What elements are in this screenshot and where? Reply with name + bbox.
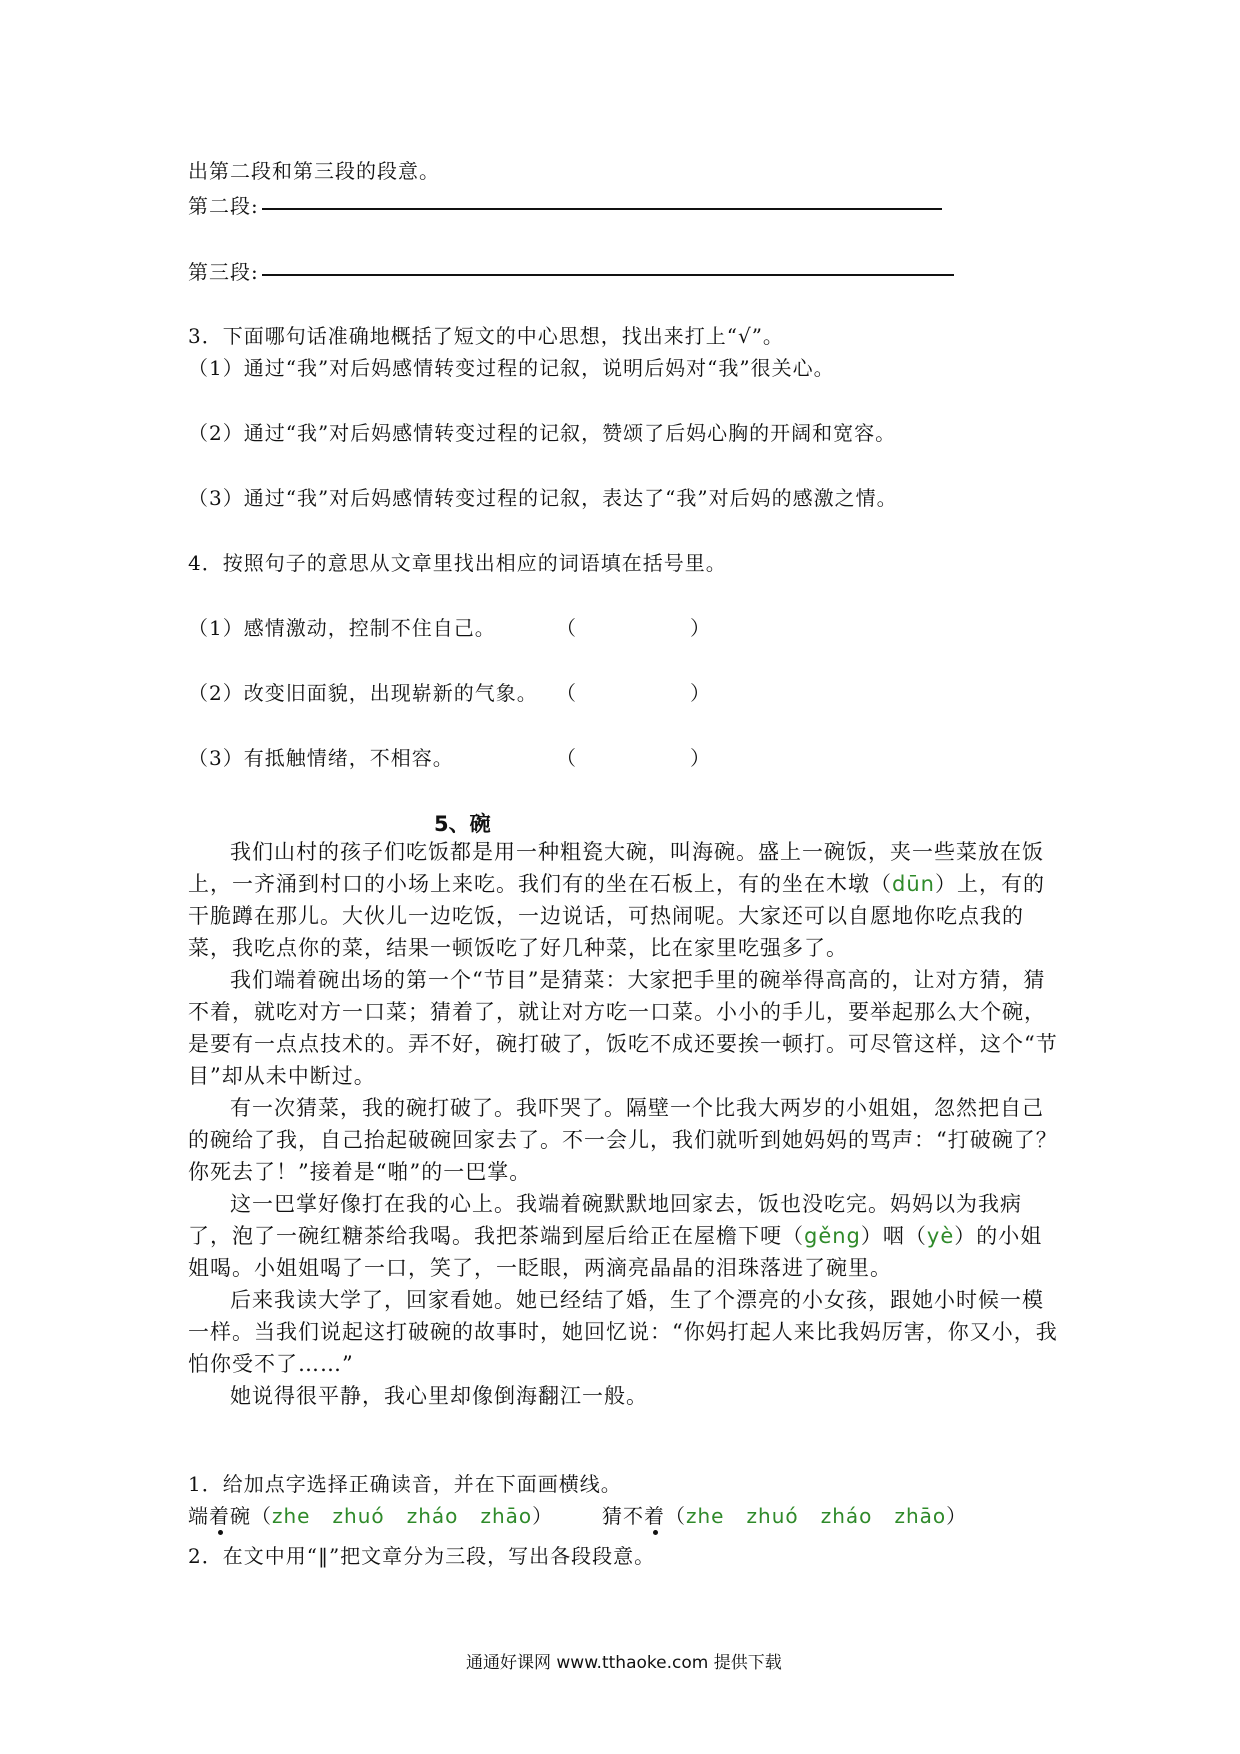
story-body [188,836,1060,1412]
intro-text: 出第二段和第三段的段意。 [188,159,440,183]
q4-item-2-close: ） [690,681,711,705]
q4-item-2-open: （ [556,681,577,705]
q4-item-1-blank[interactable] [590,610,690,638]
section3-answer-line[interactable] [262,274,954,276]
pinyin-geng: gěng [804,1224,861,1248]
pinyin-dun: dūn [892,872,935,896]
q3-stem: 3．下面哪句话准确地概括了短文的中心思想，找出来打上“√”。 [188,324,784,348]
dotted-char: 着 [644,1500,665,1529]
q3-option-1[interactable]: （1）通过“我”对后妈感情转变过程的记叙，说明后妈对“我”很关心。 [188,356,835,380]
pinyin-options-1[interactable]: zhe zhuó zháo zhāo [272,1504,533,1528]
story-paragraph-3: 有一次猜菜，我的碗打破了。我吓哭了。隔壁一个比我大两岁的小姐姐，忽然把自己的碗给了我，自己抬起破碗回家去了。不一会儿，我们就听到她妈妈的骂声：“打破碗了？你死去了！”接着是“啪”的一巴掌。 [188,1096,1058,1184]
section3-label: 第三段: [188,260,259,284]
q1-stem: 1．给加点字选择正确读音，并在下面画横线。 [188,1472,622,1496]
q3-option-2[interactable]: （2）通过“我”对后妈感情转变过程的记叙，赞颂了后妈心胸的开阔和宽容。 [188,421,897,445]
q4-item-3: （3）有抵触情绪，不相容。 [188,746,454,770]
pinyin-options-2[interactable]: zhe zhuó zháo zhāo [686,1504,947,1528]
story-paragraph-1: 我们山村的孩子们吃饭都是用一种粗瓷大碗，叫海碗。盛上一碗饭，夹一些菜放在饭上，一齐涌到村口的小场上来吃。我们有的坐在石板上，有的坐在木墩（dūn）上，有的干脆蹲在那儿。大伙儿一边吃饭，一边说话，可热闹呢。大家还可以自愿地你吃点我的菜，我吃点你的菜，结果一顿饭吃了好几种菜，比在家里吃强多了。 [188,840,1045,960]
story-paragraph-6: 她说得很平静，我心里却像倒海翻江一般。 [230,1384,648,1408]
page-footer: 通通好课网 www.tthaoke.com 提供下载 [466,1653,782,1673]
q2-stem: 2．在文中用“‖”把文章分为三段，写出各段段意。 [188,1544,656,1568]
story-paragraph-4: 这一巴掌好像打在我的心上。我端着碗默默地回家去，饭也没吃完。妈妈以为我病了，泡了一碗红糖茶给我喝。我把茶端到屋后给正在屋檐下哽（gěng）咽（yè）的小姐姐喝。小姐姐喝了一口，笑了，一眨眼，两滴亮晶晶的泪珠落进了碗里。 [188,1192,1043,1280]
q4-item-3-open: （ [556,746,577,770]
q4-item-2-blank[interactable] [590,675,690,703]
q1-word-2: 猜不着（zhe zhuó zháo zhāo） [602,1500,967,1529]
story-paragraph-5: 后来我读大学了，回家看她。她已经结了婚，生了个漂亮的小女孩，跟她小时候一模一样。当我们说起这打破碗的故事时，她回忆说：“你妈打起人来比我妈厉害，你又小，我怕你受不了……” [188,1288,1058,1376]
q4-item-2: （2）改变旧面貌，出现崭新的气象。 [188,681,538,705]
q4-item-1-open: （ [556,616,577,640]
q4-stem: 4．按照句子的意思从文章里找出相应的词语填在括号里。 [188,551,727,575]
q3-option-3[interactable]: （3）通过“我”对后妈感情转变过程的记叙，表达了“我”对后妈的感激之情。 [188,486,898,510]
q4-item-3-close: ） [690,746,711,770]
q1-word-1: 端着碗（zhe zhuó zháo zhāo） [188,1500,553,1529]
story-paragraph-2: 我们端着碗出场的第一个“节目”是猜菜：大家把手里的碗举得高高的，让对方猜，猜不着，就吃对方一口菜；猜着了，就让对方吃一口菜。小小的手儿，要举起那么大个碗，是要有一点点技术的。弄不好，碗打破了，饭吃不成还要挨一顿打。可尽管这样，这个“节目”却从未中断过。 [188,968,1058,1088]
pinyin-ye: yè [926,1224,955,1248]
q4-item-1-close: ） [690,616,711,640]
story-title: 5、碗 [434,812,491,836]
section2-answer-line[interactable] [262,208,942,210]
dotted-char: 着 [209,1500,230,1529]
q4-item-3-blank[interactable] [590,740,690,768]
q4-item-1: （1）感情激动，控制不住自己。 [188,616,496,640]
section2-label: 第二段: [188,194,259,218]
